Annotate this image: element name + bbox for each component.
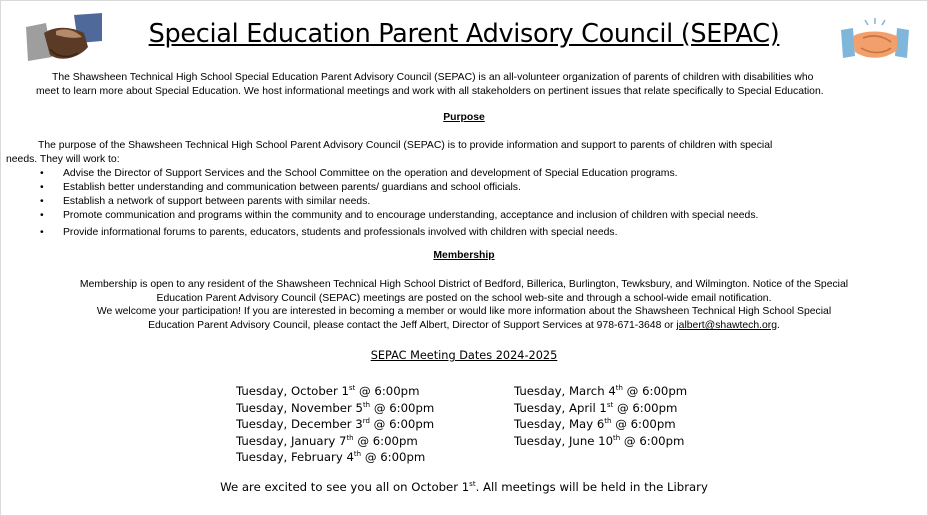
list-item: • Establish a network of support between parents with similar needs. xyxy=(40,195,371,207)
membership-line-1: Membership is open to any resident of the Shawsheen Technical High School District of Bedford, Billerica, Burlington, Tewksbury, and Wilmington. Notice of the Special xyxy=(79,279,849,290)
membership-line-3: We welcome your participation! If you are interested in becoming a member or would like more information about the Shawsheen Technical High School Special xyxy=(96,306,832,317)
intro-line-1: The Shawsheen Technical High School Special Education Parent Advisory Council (SEPAC) is an all-volunteer organization of parents of children with disabilities who xyxy=(52,72,814,83)
meeting-date: Tuesday, January 7th @ 6:00pm xyxy=(236,433,418,448)
purpose-line-1: The purpose of the Shawsheen Technical High School Parent Advisory Council (SEPAC) is to provide information and support to parents of children with special xyxy=(38,140,773,151)
meeting-date: Tuesday, November 5th @ 6:00pm xyxy=(236,400,435,415)
bullet-icon: • xyxy=(40,168,44,179)
meeting-date: Tuesday, December 3rd @ 6:00pm xyxy=(236,417,435,432)
membership-line-4: Education Parent Advisory Council, please contact the Jeff Albert, Director of Support Services at 978-671-3648 or jalbert@shawtech.org. xyxy=(148,320,780,331)
purpose-bullet-list xyxy=(38,167,758,239)
meeting-date: Tuesday, May 6th @ 6:00pm xyxy=(514,417,676,432)
purpose-heading: Purpose xyxy=(443,112,485,123)
meeting-dates-right-column xyxy=(514,380,687,446)
bullet-icon: • xyxy=(40,181,44,193)
intro-line-2: meet to learn more about Special Education. We host informational meetings and work with all stakeholders on pertinent issues that relate specifically to Special Education. xyxy=(36,86,824,97)
bullet-icon: • xyxy=(40,195,44,207)
meeting-date: Tuesday, February 4th @ 6:00pm xyxy=(236,450,426,465)
bullet-icon: • xyxy=(40,209,44,221)
meeting-dates-heading: SEPAC Meeting Dates 2024-2025 xyxy=(370,349,558,362)
list-item: • Provide informational forums to parents, educators, students and professionals involved with children with special needs. xyxy=(40,226,618,238)
list-item: • Promote communication and programs within the community and to encourage understanding, acceptance and inclusion of children with special needs. xyxy=(40,209,759,221)
meeting-date: Tuesday, March 4th @ 6:00pm xyxy=(514,384,688,398)
email-link[interactable]: jalbert@shawtech.org xyxy=(676,320,778,331)
meeting-date: Tuesday, April 1st @ 6:00pm xyxy=(514,400,678,415)
footer-note: We are excited to see you all on October 1st. All meetings will be held in the Library xyxy=(220,480,708,494)
purpose-line-2: needs. They will work to: xyxy=(6,154,120,165)
bullet-icon: • xyxy=(40,226,44,238)
meeting-date: Tuesday, October 1st @ 6:00pm xyxy=(236,384,420,398)
membership-line-2: Education Parent Advisory Council (SEPAC) meetings are posted on the school web-site and through a school-wide email notification. xyxy=(156,293,772,304)
list-item: • Advise the Director of Support Services and the School Committee on the operation and development of Special Education programs. xyxy=(40,168,678,179)
membership-heading: Membership xyxy=(433,250,495,261)
meeting-dates-left-column xyxy=(236,380,434,463)
list-item: • Establish better understanding and communication between parents/ guardians and school officials. xyxy=(40,181,521,193)
page-title: Special Education Parent Advisory Council (SEPAC) xyxy=(148,19,780,49)
meeting-date: Tuesday, June 10th @ 6:00pm xyxy=(514,433,685,448)
